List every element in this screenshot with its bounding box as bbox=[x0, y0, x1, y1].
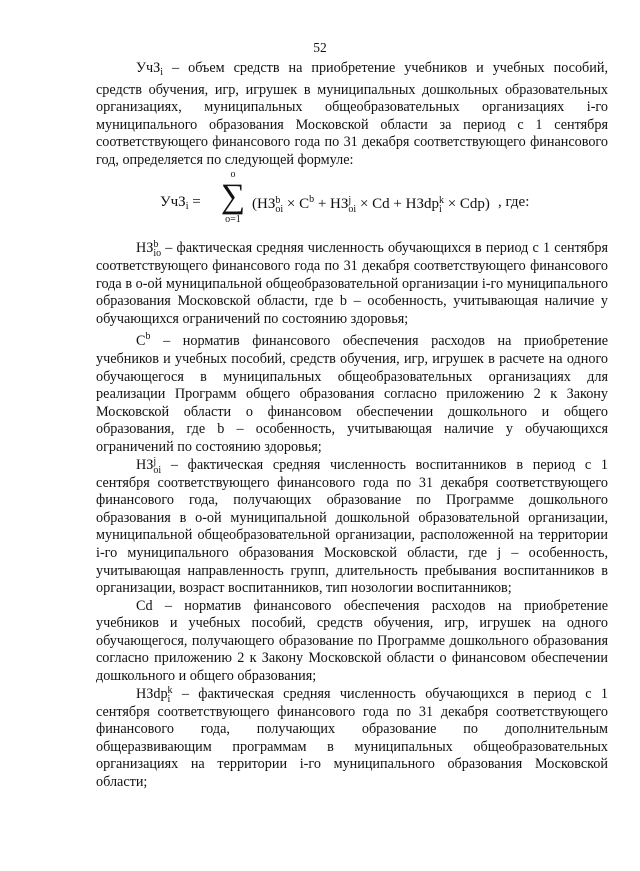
formula-equals: = bbox=[188, 194, 201, 210]
definition-paragraph bbox=[96, 457, 608, 598]
definition-text: – норматив финансового обеспечения расходов на приобретение учебников и учебных пособий, средств обучения, игр, игрушек в расчете на одного обучающегося в муниципальных общеобразовательных организациях для реализации Программ общего образования согласно приложению 2 к Закону Московской области о финансовом обеспечении дошкольного и общего образования, где b – особенность, учитывающая наличие у обучающихся ограничений по состоянию здоровья; bbox=[96, 333, 608, 455]
definition-symbol: C bbox=[136, 333, 146, 350]
definition-text: – фактическая средняя численность обучающихся в период с 1 сентября соответствующего финансового года по 31 декабря соответствующего финансового года, получающих образование по дополнительным общеразвивающим программам в муниципальных общеобразовательных организациях на территории i-го муниципального образования Московской области; bbox=[96, 685, 608, 791]
sum-upper-limit: o bbox=[230, 169, 236, 180]
formula-term-2-sup: j bbox=[348, 195, 352, 206]
intro-text: – объем средств на приобретение учебников и учебных пособий, средств обучения, игр, игрушек в муниципальных дошкольных образовательных организациях, муниципальных общеобразовательных организациях i-го муниципального образования Московской области за период с 1 сентября соответствующего финансового года по 31 декабря соответствующего финансового год, определяется по следующей формуле: bbox=[96, 60, 608, 168]
formula-term-1-indices bbox=[275, 196, 283, 214]
definition-sub: io bbox=[153, 248, 162, 259]
definition-paragraph bbox=[96, 686, 608, 792]
definition-text: – фактическая средняя численность воспитанников в период с 1 сентября соответствующего финансового года по 31 декабря соответствующего финансового года, получающих образование по Программе дошкольного образования в о-ой муниципальной дошкольной образовательной организации, муниципальной общеобразовательной организации, расположенной на территории i-го муниципального образования Московской области, где j – особенность, учитывающая направленность групп, длительность пребывания воспитанников в организации, возраст воспитанников, тип нозологии воспитанников; bbox=[96, 456, 608, 597]
formula-rhs bbox=[252, 194, 490, 214]
definition-symbol: НЗ bbox=[136, 456, 154, 473]
definition-indices bbox=[153, 240, 161, 258]
intro-symbol-sub: i bbox=[160, 67, 164, 78]
definition-indices bbox=[153, 457, 161, 475]
page-number: 52 bbox=[313, 40, 327, 55]
formula-term-2-sub: oi bbox=[348, 204, 357, 215]
formula-term-1: (НЗ bbox=[252, 196, 276, 212]
sigma-symbol: ∑ bbox=[220, 178, 246, 215]
formula-term-1-multiplier: × C bbox=[283, 196, 310, 212]
formula-term-1-sup: b bbox=[275, 195, 281, 206]
definition-sup: b bbox=[153, 239, 159, 250]
formula-term-2: + НЗ bbox=[314, 196, 349, 212]
formula-lhs-symbol: УчЗ bbox=[160, 194, 186, 210]
formula-term-3-end: × Cdp) bbox=[443, 196, 490, 212]
intro-symbol: УчЗ bbox=[136, 60, 161, 76]
definition-sup: k bbox=[167, 684, 173, 696]
definition-symbol: Cd bbox=[136, 597, 153, 614]
formula-term-1-multiplier-sup: b bbox=[309, 194, 315, 205]
definition-sub: i bbox=[167, 693, 171, 705]
formula-tail: , где: bbox=[498, 194, 530, 210]
definition-paragraph bbox=[96, 598, 608, 686]
formula-term-1-sub: oi bbox=[275, 204, 284, 215]
formula-term-3: × Cd + НЗdp bbox=[356, 196, 439, 212]
definition-symbol: НЗdp bbox=[136, 685, 168, 702]
sum-lower-limit: o=1 bbox=[225, 214, 241, 225]
definition-paragraph bbox=[96, 328, 608, 456]
definition-symbol: НЗ bbox=[136, 240, 154, 256]
definition-sub: oi bbox=[153, 464, 162, 476]
definition-paragraph bbox=[96, 240, 608, 328]
formula-lhs-sub: i bbox=[185, 201, 189, 212]
definitions bbox=[96, 240, 608, 792]
formula-term-3-sub: i bbox=[438, 204, 442, 215]
formula-lhs bbox=[160, 194, 201, 212]
summation-sign bbox=[218, 170, 248, 226]
definition-text: – фактическая средняя численность обучающихся в период с 1 сентября соответствующего финансового года по 31 декабря соответствующего финансового года в о-ой муниципальной общеобразовательной организации i-го муниципального образования Московской области, где b – особенность, учитывающая наличие у обучающихся ограничений по состоянию здоровья; bbox=[96, 240, 608, 327]
formula-term-3-sup: k bbox=[438, 195, 444, 206]
definition-sup: b bbox=[145, 331, 151, 343]
intro-paragraph bbox=[96, 60, 608, 170]
formula bbox=[160, 170, 600, 238]
definition-text: – норматив финансового обеспечения расходов на приобретение учебников и учебных пособий, средств обучения, игр, игрушек на одного обучающегося, получающего образование по Программе дошкольного образования согласно приложению 2 к Закону Московской области о финансовом обеспечении дошкольного и общего образования; bbox=[96, 597, 608, 685]
definition-sup: j bbox=[153, 455, 157, 467]
